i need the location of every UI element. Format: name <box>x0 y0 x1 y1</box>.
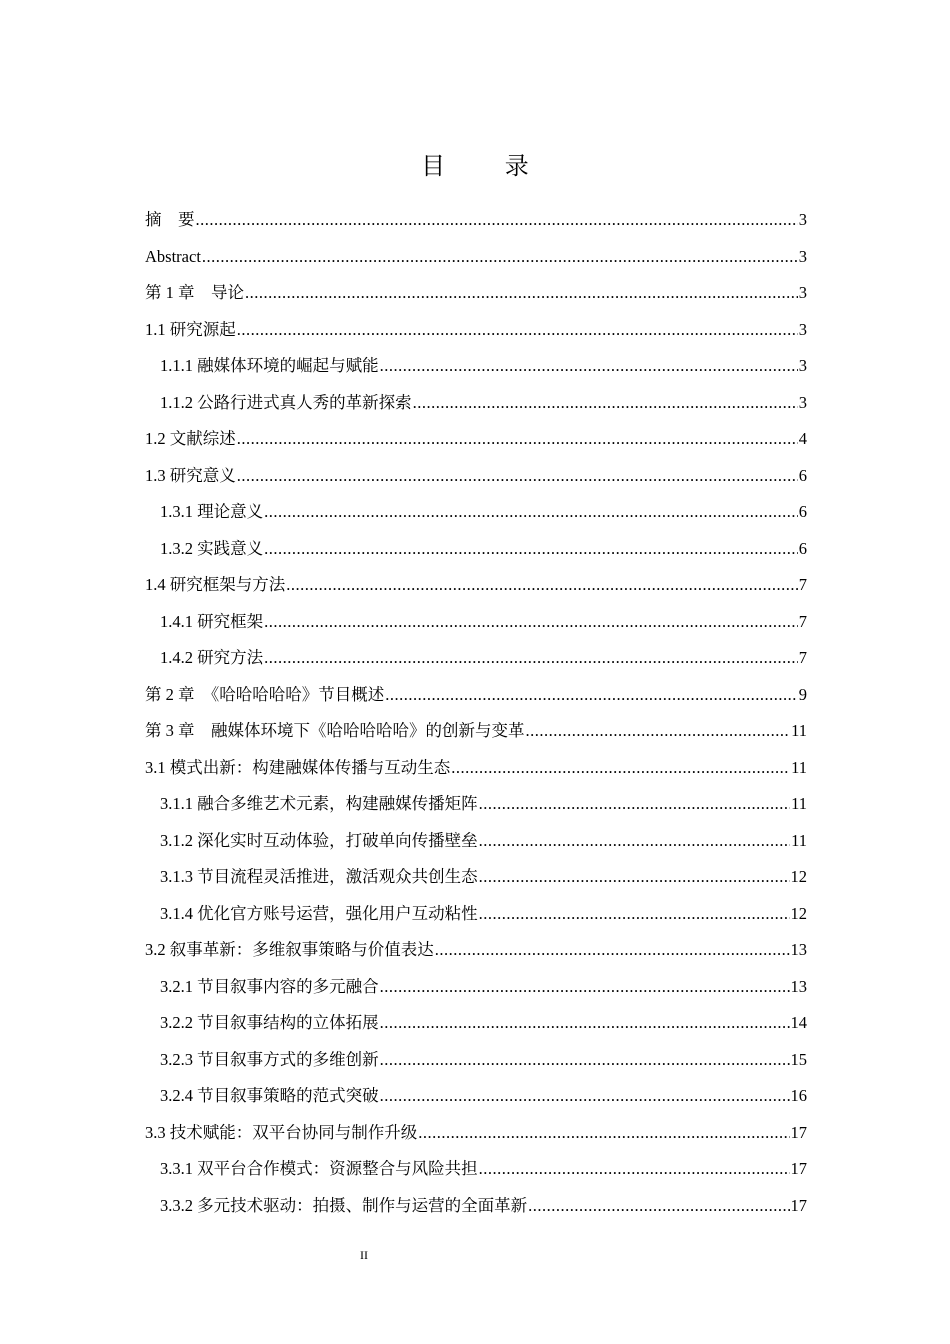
dot-leader <box>380 1010 790 1036</box>
toc-entry-label: 1.4.2 研究方法 <box>160 648 264 667</box>
toc-entry-page: 3 <box>798 319 807 339</box>
toc-entry-label: 第 1 章 导论 <box>145 283 244 302</box>
toc-entry-page: 12 <box>790 867 807 886</box>
dot-leader <box>526 718 791 744</box>
toc-entry-label: 1.2 文献综述 <box>145 429 236 448</box>
dot-leader <box>528 1193 789 1219</box>
toc-entry-label: 3.2.1 节目叙事内容的多元融合 <box>160 976 379 996</box>
toc-entry-label: 1.4.1 研究框架 <box>160 611 264 631</box>
toc-entry[interactable] <box>145 828 807 865</box>
toc-entry[interactable] <box>145 244 807 281</box>
toc-entry[interactable] <box>145 682 807 719</box>
toc-entry-label: 3.1.3 节目流程灵活推进，激活观众共创生态 <box>160 867 478 886</box>
toc-entry-page: 16 <box>790 1086 807 1105</box>
toc-entry-page: 3 <box>798 246 807 266</box>
toc-entry-page: 3 <box>798 392 807 412</box>
toc-entry-page: 3 <box>798 356 807 375</box>
toc-entry-page: 17 <box>790 1159 807 1178</box>
dot-leader <box>451 755 790 781</box>
toc-entry-label: 1.1.1 融媒体环境的崛起与赋能 <box>160 356 379 375</box>
toc-entry[interactable] <box>145 317 807 354</box>
dot-leader <box>413 390 798 416</box>
toc-entry-page: 3 <box>798 283 807 302</box>
dot-leader <box>385 682 798 708</box>
dot-leader <box>380 353 798 379</box>
dot-leader <box>479 791 790 817</box>
dot-leader <box>202 244 798 270</box>
toc-entry[interactable] <box>145 1047 807 1084</box>
page-footer-number: II <box>360 1248 368 1262</box>
toc-entry-label: 1.1 研究源起 <box>145 319 236 339</box>
toc-entry-page: 11 <box>791 830 807 850</box>
toc-entry-label: 1.1.2 公路行进式真人秀的革新探索 <box>160 392 412 412</box>
toc-entry-page: 15 <box>790 1049 807 1069</box>
dot-leader <box>479 1156 790 1182</box>
toc-entry-label: 3.3 技术赋能：双平台协同与制作升级 <box>145 1122 418 1142</box>
dot-leader <box>237 463 798 489</box>
toc-entry-page: 14 <box>790 1013 807 1032</box>
toc-entry-page: 12 <box>790 903 807 923</box>
toc-entry-label: 1.3.1 理论意义 <box>160 502 264 521</box>
toc-entry[interactable] <box>145 353 807 390</box>
dot-leader <box>264 499 798 525</box>
dot-leader <box>264 609 798 635</box>
toc-entry-label: 3.3.1 双平台合作模式：资源整合与风险共担 <box>160 1159 478 1178</box>
toc-entry-page: 6 <box>798 538 807 558</box>
toc-entry[interactable] <box>145 390 807 427</box>
toc-entry-label: 3.2.2 节目叙事结构的立体拓展 <box>160 1013 379 1032</box>
toc-entry-page: 11 <box>791 721 807 740</box>
dot-leader <box>380 1047 790 1073</box>
toc-entry-page: 17 <box>790 1122 807 1142</box>
toc-entry-label: 3.1.1 融合多维艺术元素，构建融媒传播矩阵 <box>160 794 478 813</box>
toc-entry-label: Abstract <box>145 246 201 266</box>
toc-entry[interactable] <box>145 280 807 317</box>
toc-entry[interactable] <box>145 499 807 536</box>
toc-entry[interactable] <box>145 1156 807 1193</box>
toc-entry-page: 13 <box>790 940 807 959</box>
toc-entry[interactable] <box>145 791 807 828</box>
page-title: 目 录 <box>421 152 555 180</box>
toc-entry[interactable] <box>145 864 807 901</box>
toc-entry[interactable] <box>145 901 807 938</box>
toc-entry[interactable] <box>145 426 807 463</box>
toc-entry-label: 3.2 叙事革新：多维叙事策略与价值表达 <box>145 940 434 959</box>
toc-entry[interactable] <box>145 974 807 1011</box>
table-of-contents <box>145 207 807 1229</box>
dot-leader <box>237 317 798 343</box>
dot-leader <box>418 1120 789 1146</box>
toc-entry-label: 3.1.4 优化官方账号运营，强化用户互动粘性 <box>160 903 478 923</box>
toc-entry[interactable] <box>145 609 807 646</box>
toc-entry-page: 6 <box>798 465 807 485</box>
toc-entry-page: 17 <box>790 1195 807 1215</box>
toc-entry-label: 3.1.2 深化实时互动体验，打破单向传播壁垒 <box>160 830 478 850</box>
toc-entry-label: 摘 要 <box>145 210 195 229</box>
dot-leader <box>264 645 798 671</box>
toc-entry-label: 第 3 章 融媒体环境下《哈哈哈哈哈》的创新与变革 <box>145 721 525 740</box>
toc-entry-page: 7 <box>798 648 807 667</box>
dot-leader <box>380 1083 790 1109</box>
toc-entry-label: 第 2 章 《哈哈哈哈哈》节目概述 <box>145 684 385 704</box>
dot-leader <box>286 572 798 598</box>
toc-entry[interactable] <box>145 755 807 792</box>
toc-entry[interactable] <box>145 1010 807 1047</box>
dot-leader <box>479 901 790 927</box>
dot-leader <box>264 536 798 562</box>
toc-entry-page: 11 <box>791 757 807 777</box>
toc-entry[interactable] <box>145 463 807 500</box>
toc-entry-page: 3 <box>798 210 807 229</box>
toc-entry[interactable] <box>145 645 807 682</box>
toc-entry-page: 13 <box>790 976 807 996</box>
toc-entry-label: 3.1 模式出新：构建融媒体传播与互动生态 <box>145 757 451 777</box>
toc-entry[interactable] <box>145 536 807 573</box>
dot-leader <box>479 864 790 890</box>
toc-entry-label: 1.3.2 实践意义 <box>160 538 264 558</box>
toc-entry-label: 1.3 研究意义 <box>145 465 236 485</box>
toc-entry-page: 7 <box>798 575 807 594</box>
toc-entry[interactable] <box>145 937 807 974</box>
dot-leader <box>380 974 790 1000</box>
toc-entry-label: 3.3.2 多元技术驱动：拍摄、制作与运营的全面革新 <box>160 1195 528 1215</box>
toc-entry[interactable] <box>145 572 807 609</box>
toc-entry-label: 1.4 研究框架与方法 <box>145 575 286 594</box>
toc-entry[interactable] <box>145 207 807 244</box>
toc-entry-page: 7 <box>798 611 807 631</box>
dot-leader <box>479 828 790 854</box>
dot-leader <box>435 937 790 963</box>
toc-entry-page: 4 <box>798 429 807 448</box>
dot-leader <box>196 207 798 233</box>
toc-entry[interactable] <box>145 1193 807 1230</box>
toc-entry-label: 3.2.3 节目叙事方式的多维创新 <box>160 1049 379 1069</box>
toc-entry[interactable] <box>145 1083 807 1120</box>
toc-entry-label: 3.2.4 节目叙事策略的范式突破 <box>160 1086 379 1105</box>
toc-entry-page: 9 <box>798 684 807 704</box>
toc-entry[interactable] <box>145 1120 807 1157</box>
dot-leader <box>245 280 798 306</box>
toc-entry[interactable] <box>145 718 807 755</box>
dot-leader <box>237 426 798 452</box>
toc-entry-page: 6 <box>798 502 807 521</box>
toc-entry-page: 11 <box>791 794 807 813</box>
